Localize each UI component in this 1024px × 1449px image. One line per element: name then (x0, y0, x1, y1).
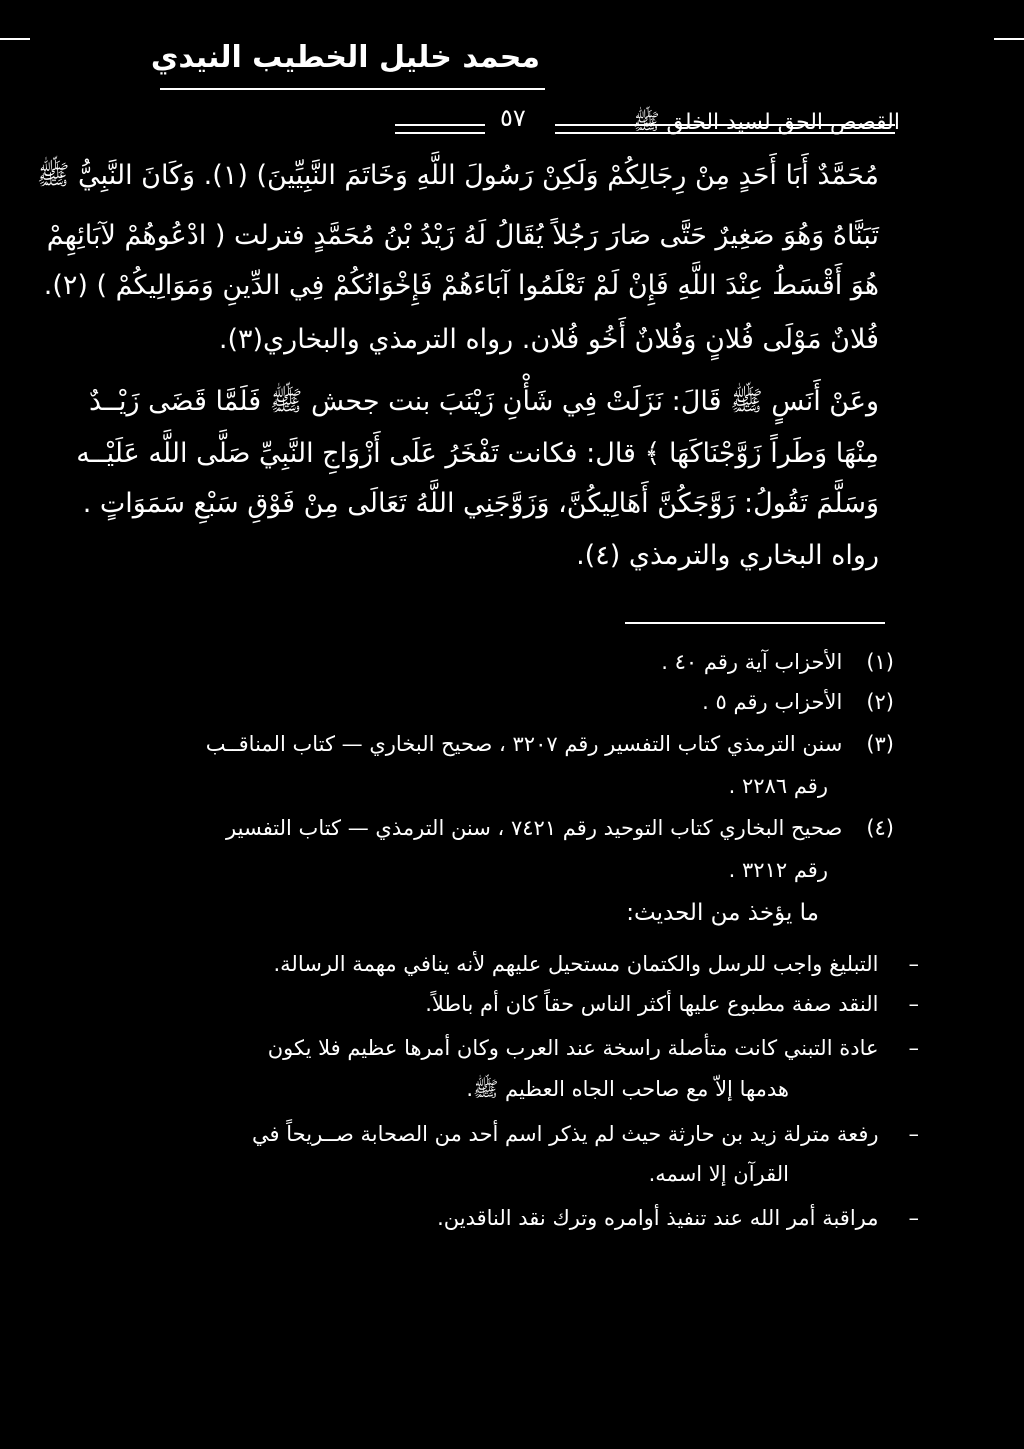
body-line: مِنْهَا وَطَراً زَوَّجْنَاكَهَا ﴾ قال: فكانت تَفْخَرُ عَلَى أَزْوَاجِ النَّبِيِّ صَلَّى اللَّه عَلَيْــه (76, 438, 879, 469)
header-rule-right (555, 124, 895, 134)
lesson-text: النقد صفة مطبوع عليها أكثر الناس حقاً كان أم باطلاً. (425, 992, 879, 1016)
lesson-text: عادة التبني كانت متأصلة راسخة عند العرب وكان أمرها عظيم فلا يكون (267, 1036, 879, 1060)
lesson-text: رفعة مترلة زيد بن حارثة حيث لم يذكر اسم أحد من الصحابة صــريحاً في (252, 1122, 879, 1146)
author-underline (160, 88, 545, 90)
footnote-4-continued: رقم ٣٢١٢ . (728, 858, 828, 882)
footnote-3 (206, 734, 894, 755)
body-line: وعَنْ أَنَسٍ ﷺ قَالَ: نَزَلَتْ فِي شَأْنِ زَيْنَبَ بنت جحش ﷺ فَلَمَّا قَضَى زَيْــدٌ (88, 386, 879, 417)
body-line: تَبَنَّاهُ وَهُوَ صَغِيرٌ حَتَّى صَارَ رَجُلاً يُقَالُ لَهُ زَيْدُ بْنُ مُحَمَّدٍ فترلت ( ادْعُوهُمْ لآبَائِهِمْ (46, 220, 879, 251)
lesson-dash: – (908, 952, 919, 976)
author-name: محمد خليل الخطيب النيدي (150, 40, 540, 75)
running-header (140, 104, 900, 148)
body-line: فُلانٌ مَوْلَى فُلانٍ وَفُلانٌ أَخُو فُلان. رواه الترمذي والبخاري(٣). (218, 324, 879, 355)
body-line: وَسَلَّمَ تَقُولُ: زَوَّجَكُنَّ أَهَالِيكُنَّ، وَزَوَّجَنِي اللَّهُ تَعَالَى مِنْ فَوْقِ سَبْعِ سَمَوَاتٍ . (82, 488, 879, 519)
lesson-item (252, 1122, 919, 1146)
lesson-dash: – (908, 1206, 919, 1230)
lesson-dash: – (908, 1122, 919, 1146)
footnote-text: سنن الترمذي كتاب التفسير رقم ٣٢٠٧ ، صحيح البخاري — كتاب المناقــب (205, 732, 843, 756)
footnote-number: (٤) (866, 816, 894, 840)
body-line: مُحَمَّدٌ أَبَا أَحَدٍ مِنْ رِجَالِكُمْ وَلَكِنْ رَسُولَ اللَّهِ وَخَاتَمَ النَّبِيِّينَ) (١). وَكَانَ النَّبِيُّ ﷺ (36, 160, 879, 191)
lesson-dash: – (908, 1036, 919, 1060)
footnote-number: (١) (866, 650, 894, 674)
lesson-item (273, 952, 919, 976)
corner-mark-right (994, 38, 1024, 40)
body-line: رواه البخاري والترمذي (٤). (576, 540, 879, 571)
page-number: ٥٧ (500, 104, 526, 132)
footnote-text: الأحزاب آية رقم ٤٠ . (661, 650, 843, 674)
lesson-item (268, 1036, 919, 1060)
lesson-text: هدمها إلاّ مع صاحب الجاه العظيم ﷺ. (466, 1077, 789, 1101)
lesson-text: التبليغ واجب للرسل والكتمان مستحيل عليهم لأنه ينافي مهمة الرسالة. (273, 952, 879, 976)
corner-mark-left (0, 38, 30, 40)
footnote-3-continued: رقم ٢٢٨٦ . (728, 774, 828, 798)
footnote-number: (٣) (866, 732, 894, 756)
footnote-separator (625, 622, 885, 624)
lesson-dash: – (908, 992, 919, 1016)
lesson-item-continued (466, 1076, 789, 1107)
footnote-number: (٢) (866, 690, 894, 714)
lesson-item-continued (649, 1162, 789, 1186)
section-title: القصص الحق لسيد الخلق ﷺ (632, 110, 900, 135)
lesson-text: مراقبة أمر الله عند تنفيذ أوامره وترك نقد الناقدين. (437, 1206, 879, 1230)
footnote-1 (661, 652, 894, 673)
lesson-text: القرآن إلا اسمه. (648, 1162, 789, 1186)
footnote-text: صحيح البخاري كتاب التوحيد رقم ٧٤٢١ ، سنن الترمذي — كتاب التفسير (226, 816, 843, 840)
header-rule-left (395, 124, 485, 134)
footnote-text: الأحزاب رقم ٥ . (702, 690, 843, 714)
lessons-heading: ما يؤخذ من الحديث: (626, 900, 819, 926)
lesson-item (437, 1206, 919, 1230)
lesson-item (425, 992, 919, 1016)
body-line: هُوَ أَقْسَطُ عِنْدَ اللَّهِ فَإِنْ لَمْ تَعْلَمُوا آبَاءَهُمْ فَإِخْوَانُكُمْ فِي الدِّينِ وَمَوَالِيكُمْ ) (٢). (43, 270, 879, 301)
footnote-2 (702, 692, 894, 713)
footnote-4 (226, 818, 894, 839)
